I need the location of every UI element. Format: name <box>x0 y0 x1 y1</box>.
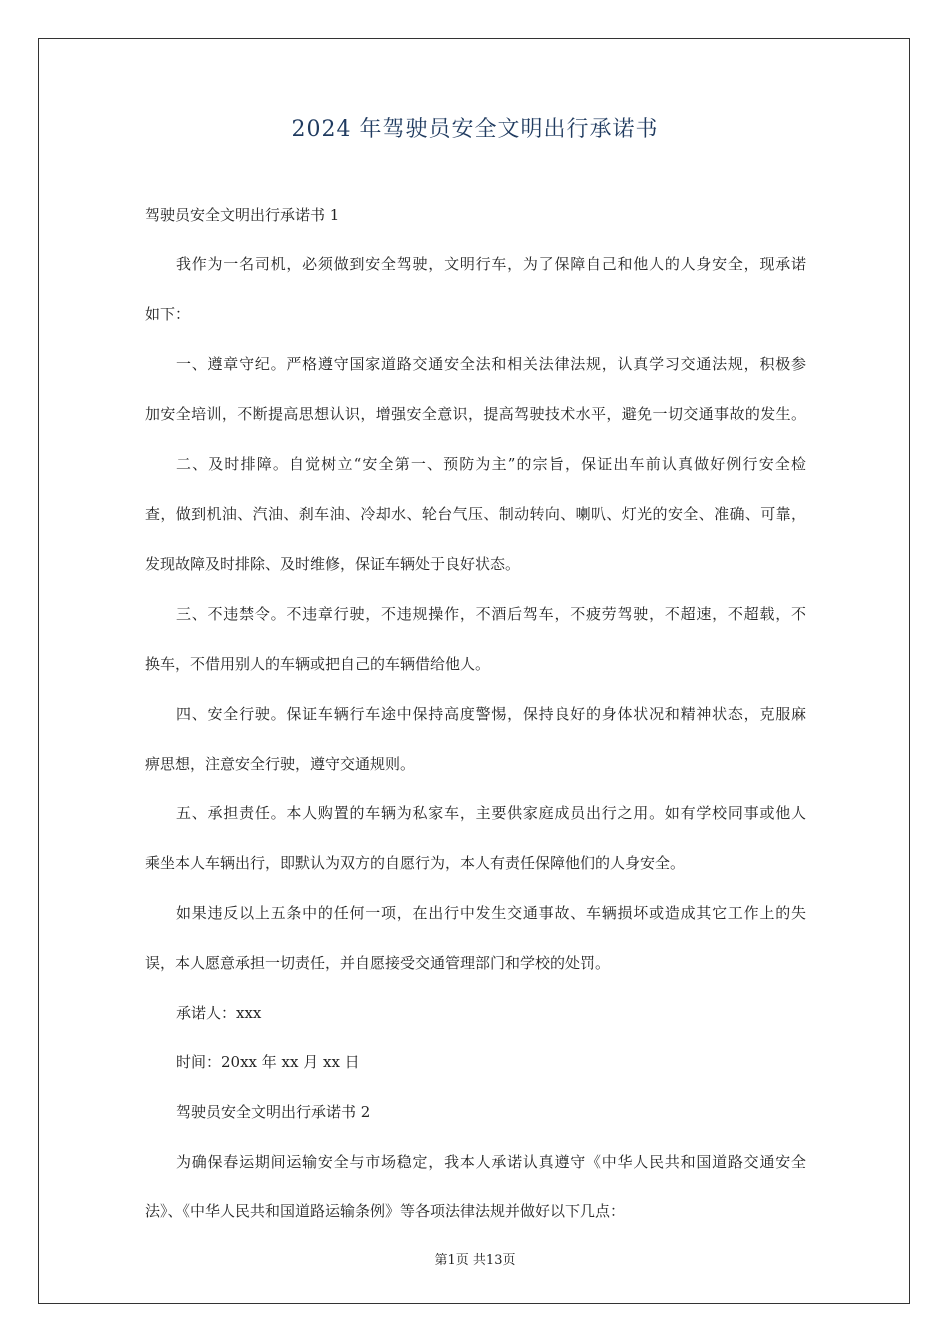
paragraph-line: 我作为一名司机，必须做到安全驾驶，文明行车，为了保障自己和他人的人身安全，现承诺 <box>176 255 806 273</box>
paragraph-line: 加安全培训，不断提高思想认识，增强安全意识，提高驾驶技术水平，避免一切交通事故的发生。 <box>145 405 806 423</box>
signer-line: 承诺人：xxx <box>176 1004 262 1022</box>
date-line: 时间：20xx 年 xx 月 xx 日 <box>176 1053 360 1071</box>
paragraph-line: 换车，不借用别人的车辆或把自己的车辆借给他人。 <box>145 655 491 673</box>
section-heading-2: 驾驶员安全文明出行承诺书 2 <box>176 1103 371 1121</box>
paragraph-line: 三、不违禁令。不违章行驶，不违规操作，不酒后驾车，不疲劳驾驶，不超速，不超载，不 <box>176 605 806 623</box>
section-heading-1: 驾驶员安全文明出行承诺书 1 <box>145 206 340 224</box>
paragraph-line: 法》、《中华人民共和国道路运输条例》等各项法律法规并做好以下几点： <box>145 1202 626 1220</box>
paragraph-line: 如果违反以上五条中的任何一项，在出行中发生交通事故、车辆损坏或造成其它工作上的失 <box>176 904 806 922</box>
paragraph-line: 二、及时排障。自觉树立“安全第一、预防为主”的宗旨，保证出车前认真做好例行安全检 <box>176 455 806 473</box>
paragraph-line: 五、承担责任。本人购置的车辆为私家车，主要供家庭成员出行之用。如有学校同事或他人 <box>176 804 806 822</box>
paragraph-line: 乘坐本人车辆出行，即默认为双方的自愿行为，本人有责任保障他们的人身安全。 <box>145 854 686 872</box>
paragraph-line: 一、遵章守纪。严格遵守国家道路交通安全法和相关法律法规，认真学习交通法规，积极参 <box>176 355 806 373</box>
paragraph-line: 为确保春运期间运输安全与市场稳定，我本人承诺认真遵守《中华人民共和国道路交通安全 <box>176 1153 806 1171</box>
paragraph-line: 发现故障及时排除、及时维修，保证车辆处于良好状态。 <box>145 555 521 573</box>
paragraph-line: 查，做到机油、汽油、刹车油、冷却水、轮台气压、制动转向、喇叭、灯光的安全、准确、可靠， <box>145 505 806 523</box>
paragraph-line: 四、安全行驶。保证车辆行车途中保持高度警惕，保持良好的身体状况和精神状态，克服麻 <box>176 705 806 723</box>
paragraph-line: 痹思想，注意安全行驶，遵守交通规则。 <box>145 755 416 773</box>
document-title: 2024 年驾驶员安全文明出行承诺书 <box>291 117 659 142</box>
page-number: 第1页 共13页 <box>434 1253 516 1268</box>
paragraph-line: 误，本人愿意承担一切责任，并自愿接受交通管理部门和学校的处罚。 <box>145 954 611 972</box>
paragraph-line: 如下： <box>145 305 191 323</box>
